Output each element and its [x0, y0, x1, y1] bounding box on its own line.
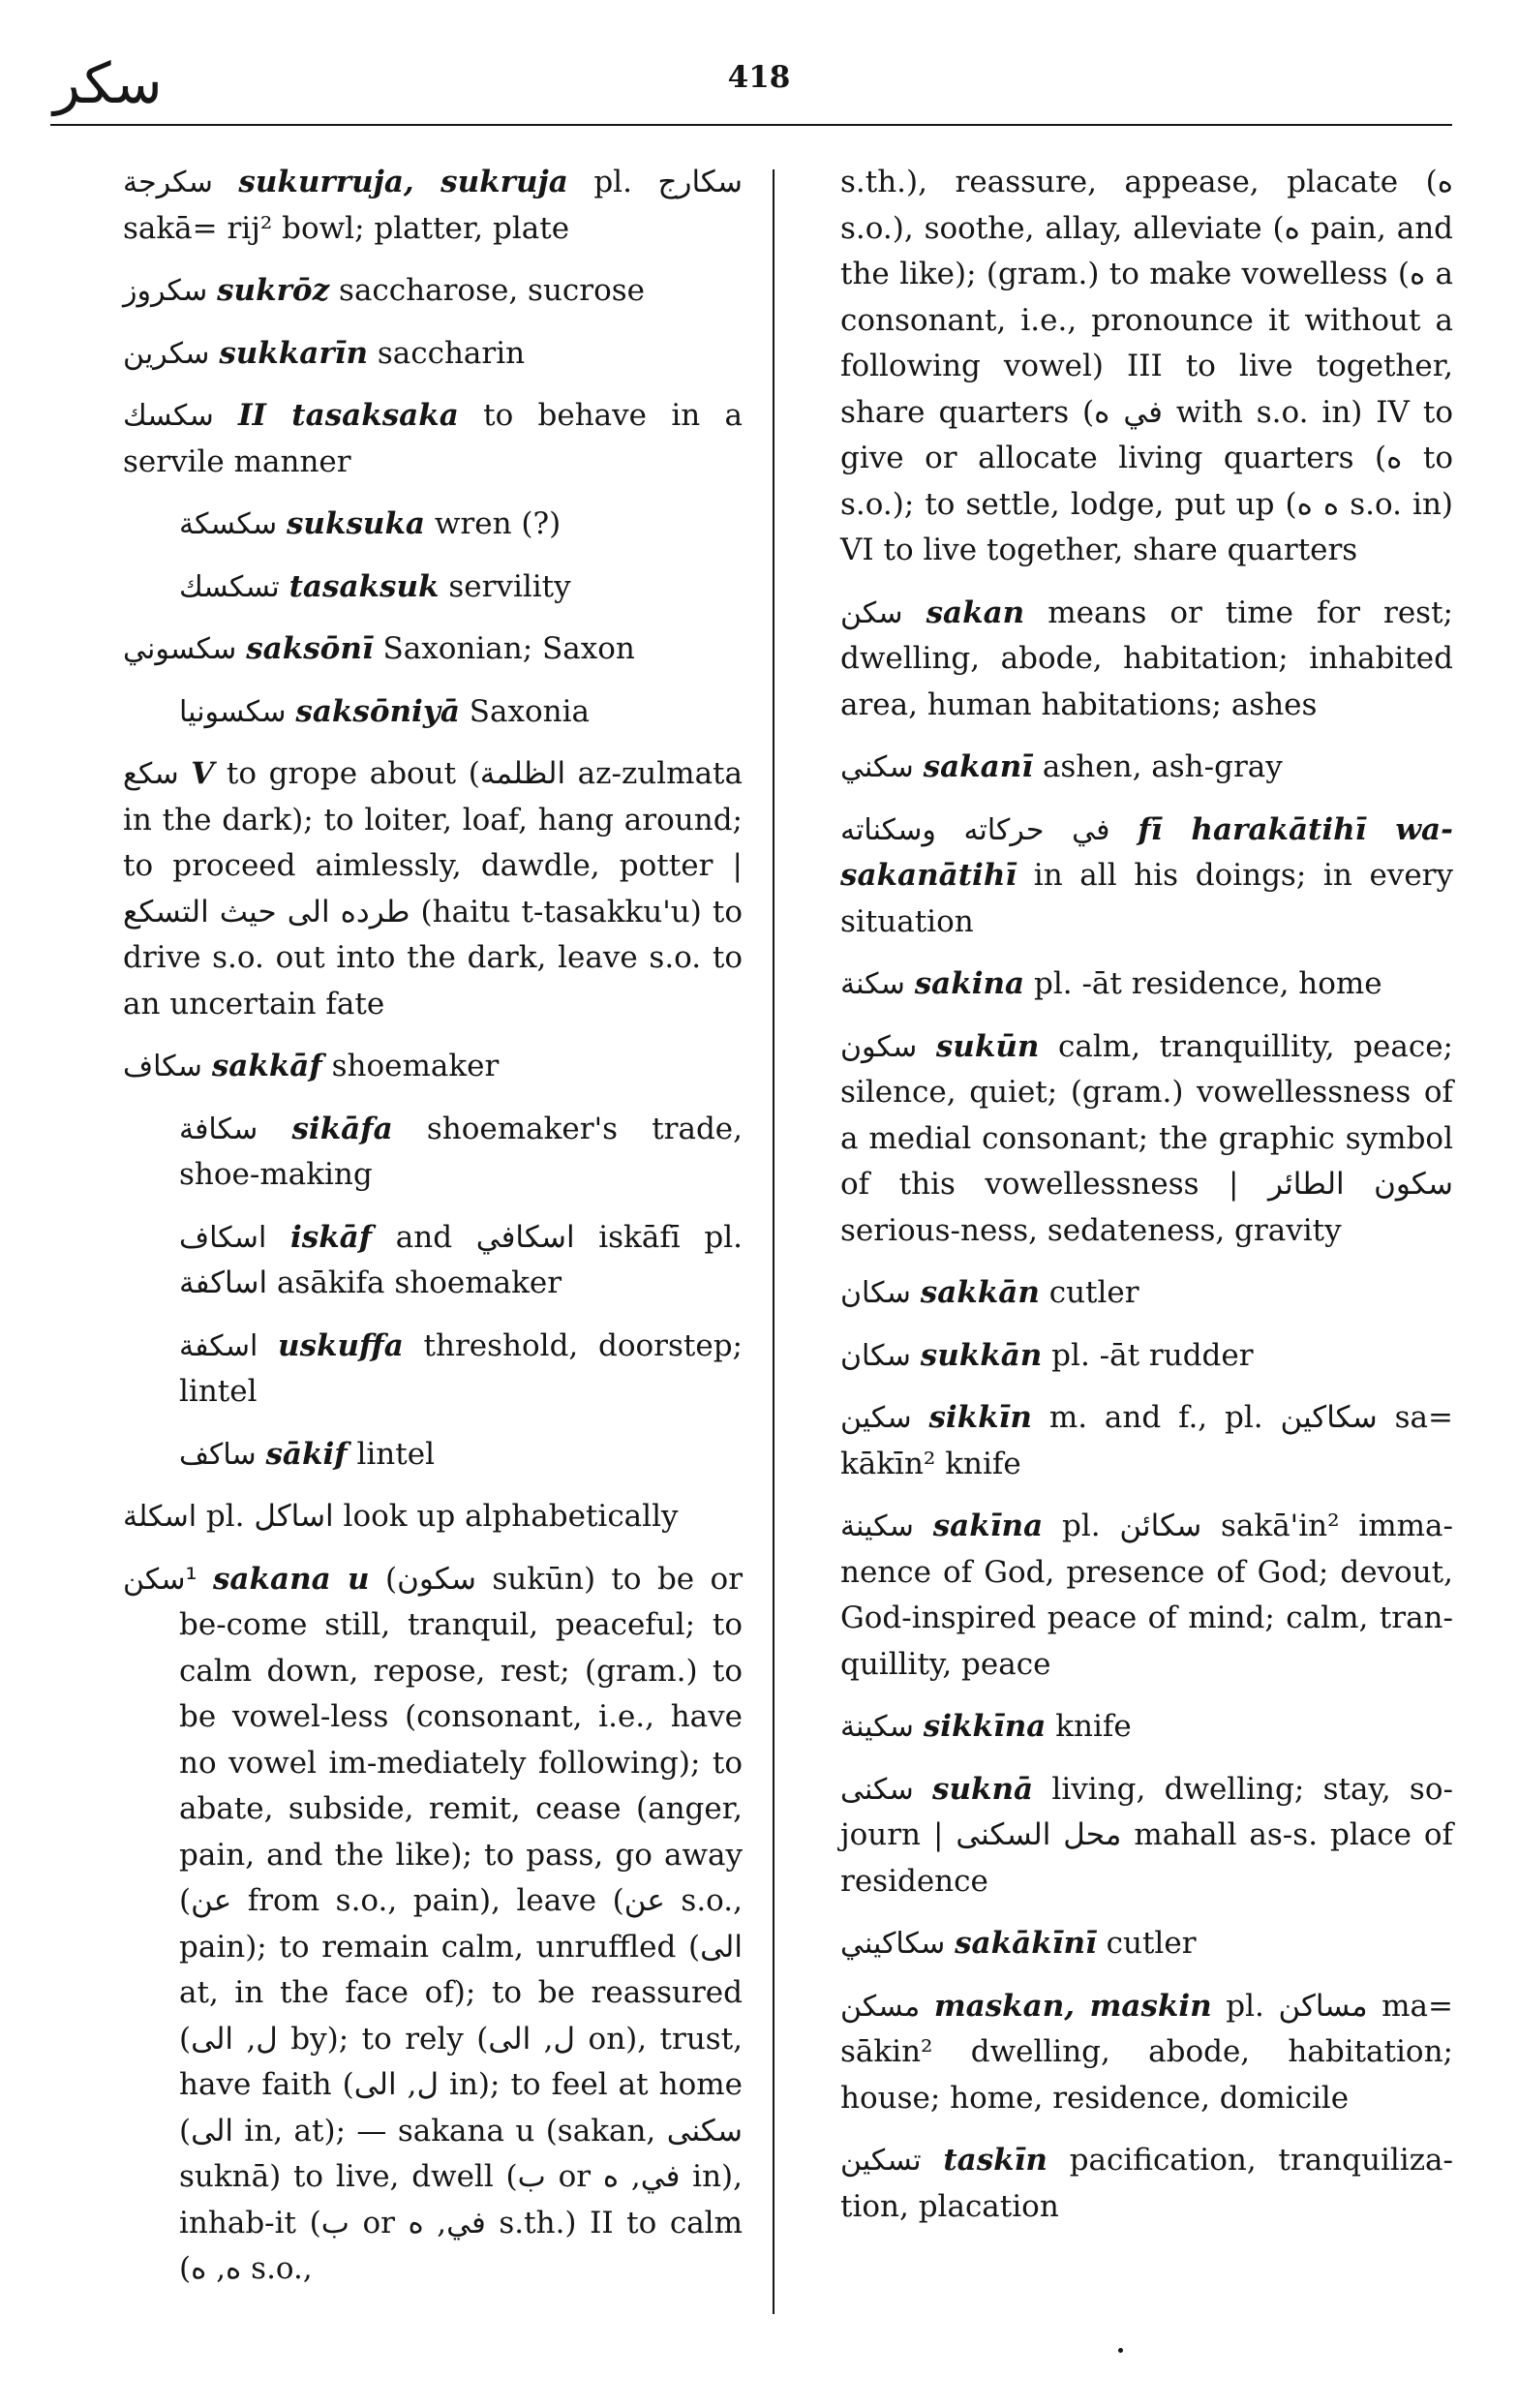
arabic-headword: سكافة	[179, 1112, 258, 1146]
definition: knife	[1046, 1709, 1132, 1744]
footer-mark	[1118, 2348, 1123, 2353]
right-column	[840, 160, 1453, 2246]
definition: pl. اساكل look up alphabetically	[205, 1499, 679, 1534]
page-number: 418	[727, 60, 791, 95]
dictionary-entry	[123, 689, 743, 736]
transliteration: sukurruja, sukruja	[238, 165, 568, 199]
definition: servility	[439, 568, 571, 604]
arabic-headword: سكان	[840, 1338, 911, 1373]
left-column	[123, 160, 743, 2309]
arabic-headword: تسكين	[840, 2144, 922, 2178]
transliteration: sukkān	[920, 1337, 1043, 1373]
transliteration: iskāf	[289, 1219, 373, 1255]
dictionary-entry	[123, 1044, 743, 1090]
page-header	[0, 0, 1518, 136]
dictionary-entry	[123, 331, 743, 378]
arabic-headword: سكع	[123, 757, 179, 791]
arabic-headword: سكسونيا	[179, 694, 287, 729]
dictionary-entry	[840, 1704, 1453, 1751]
dictionary-entry	[123, 393, 743, 485]
transliteration: sikkīn	[928, 1400, 1032, 1435]
definition: and اسكافي iskāfī pl. اساكفة asākifa shoemaker	[179, 1219, 743, 1300]
definition: s.th.), reassure, appease, placate (ه s.o.), soothe, allay, alleviate (ه pain, and the like); (gram.) to make vowelless (ه a consonant, i.e., pronounce it without a following vowel) III to live together, share quarters (في ه with s.o. in) IV to give or allocate living quarters (ه to s.o.); to settle, lodge, put up (ه ه s.o. in) VI to live together, share quarters	[840, 165, 1454, 567]
definition: Saxonian; Saxon	[373, 631, 635, 666]
transliteration: saksōnī	[246, 631, 374, 666]
arabic-headword: ساكف	[179, 1437, 257, 1472]
definition: means or time for rest; dwelling, abode, habitation; inhabited area, human habitations; ashes	[840, 594, 1453, 722]
arabic-headword: سكن	[840, 595, 903, 630]
arabic-headword: تسكسك	[179, 569, 280, 604]
arabic-headword: سكينة	[840, 1509, 914, 1543]
dictionary-entry	[840, 2138, 1453, 2230]
definition: pacification, tranquiliza-tion, placation	[840, 2143, 1453, 2224]
definition: shoemaker	[321, 1049, 500, 1083]
definition: saccharin	[368, 335, 526, 371]
transliteration: sakākīnī	[955, 1926, 1097, 1961]
arabic-headword: سكون	[840, 1029, 918, 1064]
definition: m. and f., pl. سكاكين sa= kākīn² knife	[840, 1400, 1453, 1481]
dictionary-entry	[123, 1215, 743, 1307]
dictionary-entry	[840, 961, 1453, 1008]
transliteration: sakīna	[932, 1509, 1044, 1543]
dictionary-entry	[123, 751, 743, 1027]
transliteration: sakina	[914, 966, 1025, 1001]
transliteration: fī harakātihī wa-sakanātihī	[840, 811, 1453, 893]
definition: cutler	[1039, 1275, 1139, 1310]
definition: pl. مساكن ma= sākin² dwelling, abode, habitation; house; home, residence, domicile	[840, 1988, 1453, 2116]
arabic-headword: سكاكيني	[840, 1927, 946, 1961]
definition: to behave in a servile manner	[123, 398, 743, 479]
definition: calm, tranquillity, peace; silence, quiet; (gram.) vowellessness of a medial consonant; the graphic symbol of this vowellessness | سكون الطائر serious-ness, sedateness, gravity	[840, 1028, 1453, 1248]
arabic-headword: سكنة	[840, 967, 905, 1001]
transliteration: tasaksuk	[288, 568, 440, 604]
arabic-headword: سكرجة	[123, 166, 213, 199]
transliteration: sukūn	[935, 1028, 1040, 1064]
definition: Saxonia	[459, 693, 591, 729]
definition: to grope about (الظلمة az-zulmata in the dark); to loiter, loaf, hang around; to proceed aimlessly, dawdle, potter | طرده الى حيث التسكع (haitu t-tasakku'u) to drive s.o. out into the dark, leave s.o. to an uncertain fate	[123, 756, 743, 1021]
definition: threshold, doorstep; lintel	[179, 1327, 743, 1409]
definition: pl. سكارج sakā= rij² bowl; platter, plate	[123, 165, 743, 246]
dictionary-entry	[123, 1324, 743, 1416]
dictionary-entry	[840, 808, 1453, 946]
dictionary-entry	[840, 1395, 1453, 1487]
transliteration: sākif	[265, 1436, 348, 1472]
transliteration: suknā	[932, 1771, 1034, 1807]
definition: in all his doings; in every situation	[840, 858, 1453, 939]
arabic-headword: في حركاته وسكناته	[840, 812, 1110, 847]
definition: pl. سكائن sakā'in² imma-nence of God, presence of God; devout, God-inspired peace of mind; calm, tran-quillity, peace	[840, 1509, 1453, 1682]
arabic-headword: اسكفة	[179, 1328, 258, 1363]
transliteration: sakkān	[920, 1275, 1040, 1310]
dictionary-entry	[123, 160, 743, 252]
transliteration: saksōniyā	[295, 693, 460, 729]
transliteration: maskan, maskin	[933, 1988, 1212, 2024]
definition: pl. -āt rudder	[1042, 1337, 1254, 1373]
dictionary-entry	[123, 564, 743, 611]
dictionary-entry	[123, 268, 743, 315]
arabic-headword: سكرين	[123, 336, 210, 371]
arabic-headword: اسكاف	[179, 1220, 267, 1255]
dictionary-entry	[123, 626, 743, 673]
transliteration: V	[191, 756, 215, 791]
arabic-headword: سكني	[840, 750, 914, 784]
definition: living, dwelling; stay, so-journ | محل السكنى mahall as-s. place of residence	[840, 1771, 1453, 1899]
header-rule	[50, 124, 1452, 126]
dictionary-entry	[840, 1767, 1453, 1905]
arabic-headword: سكسوني	[123, 632, 237, 666]
definition: pl. -āt residence, home	[1024, 966, 1382, 1001]
transliteration: II tasaksaka	[238, 398, 459, 433]
arabic-headword: ¹سكن	[123, 1562, 197, 1597]
transliteration: sakkāf	[211, 1049, 322, 1083]
transliteration: sakanī	[923, 749, 1034, 784]
transliteration: sukkarīn	[219, 335, 368, 371]
transliteration: suksuka	[286, 506, 426, 541]
transliteration: uskuffa	[278, 1327, 404, 1363]
definition: shoemaker's trade, shoe-making	[179, 1111, 743, 1192]
dictionary-entry	[840, 745, 1453, 791]
arabic-headword: مسكن	[840, 1989, 921, 2024]
definition: (سكون sukūn) to be or be-come still, tranquil, peaceful; to calm down, repose, rest; (gram.) to be vowel-less (consonant, i.e., have no vowel im-mediately following); to abate, subside, remit, cease (anger, pain, and the like); to pass, go away (عن from s.o., pain), leave (عن s.o., pain); to remain calm, unruffled (الى at, in the face of); to be reassured (ل, الى by); to rely (ل, الى on), trust, have faith (ل, الى in); to feel at home (الى in, at); — sakana u (sakan, سكنى suknā) to live, dwell (ب or في, ه in), inhab-it (ب or في, ه s.th.) II to calm (ه, ه s.o.,	[179, 1561, 744, 2286]
definition: lintel	[347, 1436, 435, 1472]
arabic-headword: سكان	[840, 1276, 911, 1310]
arabic-headword: سكروز	[123, 274, 208, 308]
transliteration: sikkīna	[923, 1709, 1047, 1744]
dictionary-entry	[840, 1504, 1453, 1688]
dictionary-entry	[840, 1984, 1453, 2122]
definition: saccharose, sucrose	[329, 273, 646, 308]
dictionary-entry	[123, 1557, 743, 2293]
definition: wren (?)	[425, 506, 562, 541]
column-divider	[773, 169, 774, 2314]
dictionary-entry	[123, 1432, 743, 1478]
definition: cutler	[1096, 1926, 1197, 1961]
dictionary-entry	[123, 502, 743, 548]
arabic-headword: سكسكة	[179, 507, 278, 541]
transliteration: sakana u	[212, 1561, 370, 1597]
dictionary-entry	[123, 1494, 743, 1540]
arabic-headword: سكسك	[123, 399, 214, 433]
transliteration: taskīn	[943, 2143, 1047, 2178]
arabic-root-heading: سكر	[53, 50, 163, 116]
dictionary-entry	[123, 1107, 743, 1199]
dictionary-entry	[840, 591, 1453, 729]
dictionary-entry	[840, 1024, 1453, 1255]
dictionary-entry	[840, 1921, 1453, 1967]
arabic-headword: سكنى	[840, 1772, 914, 1807]
dictionary-entry	[840, 160, 1453, 574]
definition: ashen, ash-gray	[1033, 749, 1283, 784]
transliteration: sakan	[926, 594, 1025, 630]
transliteration: sukrōz	[217, 273, 330, 308]
dictionary-entry	[840, 1333, 1453, 1380]
arabic-headword: سكاف	[123, 1050, 202, 1083]
arabic-headword: اسكلة	[123, 1500, 197, 1534]
transliteration: sikāfa	[291, 1111, 393, 1146]
arabic-headword: سكين	[840, 1401, 912, 1435]
dictionary-entry	[840, 1270, 1453, 1317]
arabic-headword: سكينة	[840, 1710, 914, 1744]
